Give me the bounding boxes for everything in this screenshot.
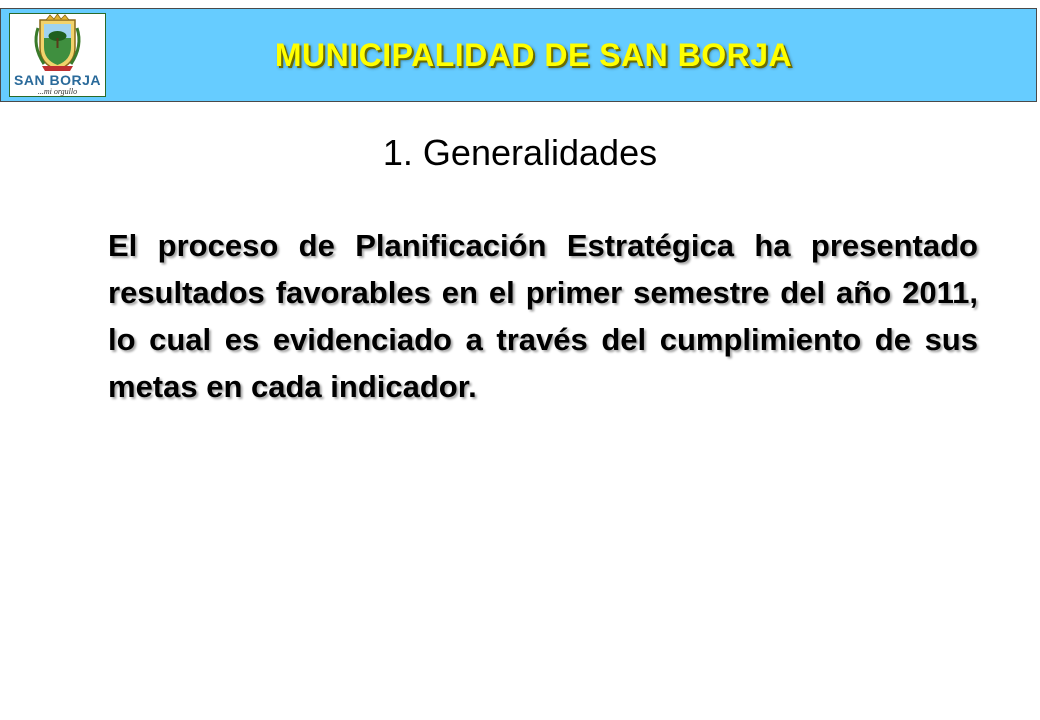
- header-title: MUNICIPALIDAD DE SAN BORJA: [274, 37, 793, 73]
- slide-body-text: El proceso de Planificación Estratégica ha presentado resultados favorables en el primer semestre del año 2011, lo cual es evidenciado a través del cumplimiento de sus metas en cada indicador.: [108, 228, 978, 404]
- logo-name: SAN BORJA: [14, 72, 101, 88]
- slide-title: 1. Generalidades: [382, 132, 658, 173]
- logo-tagline: ...mi orgullo: [37, 87, 78, 96]
- header-bar: [0, 8, 1037, 102]
